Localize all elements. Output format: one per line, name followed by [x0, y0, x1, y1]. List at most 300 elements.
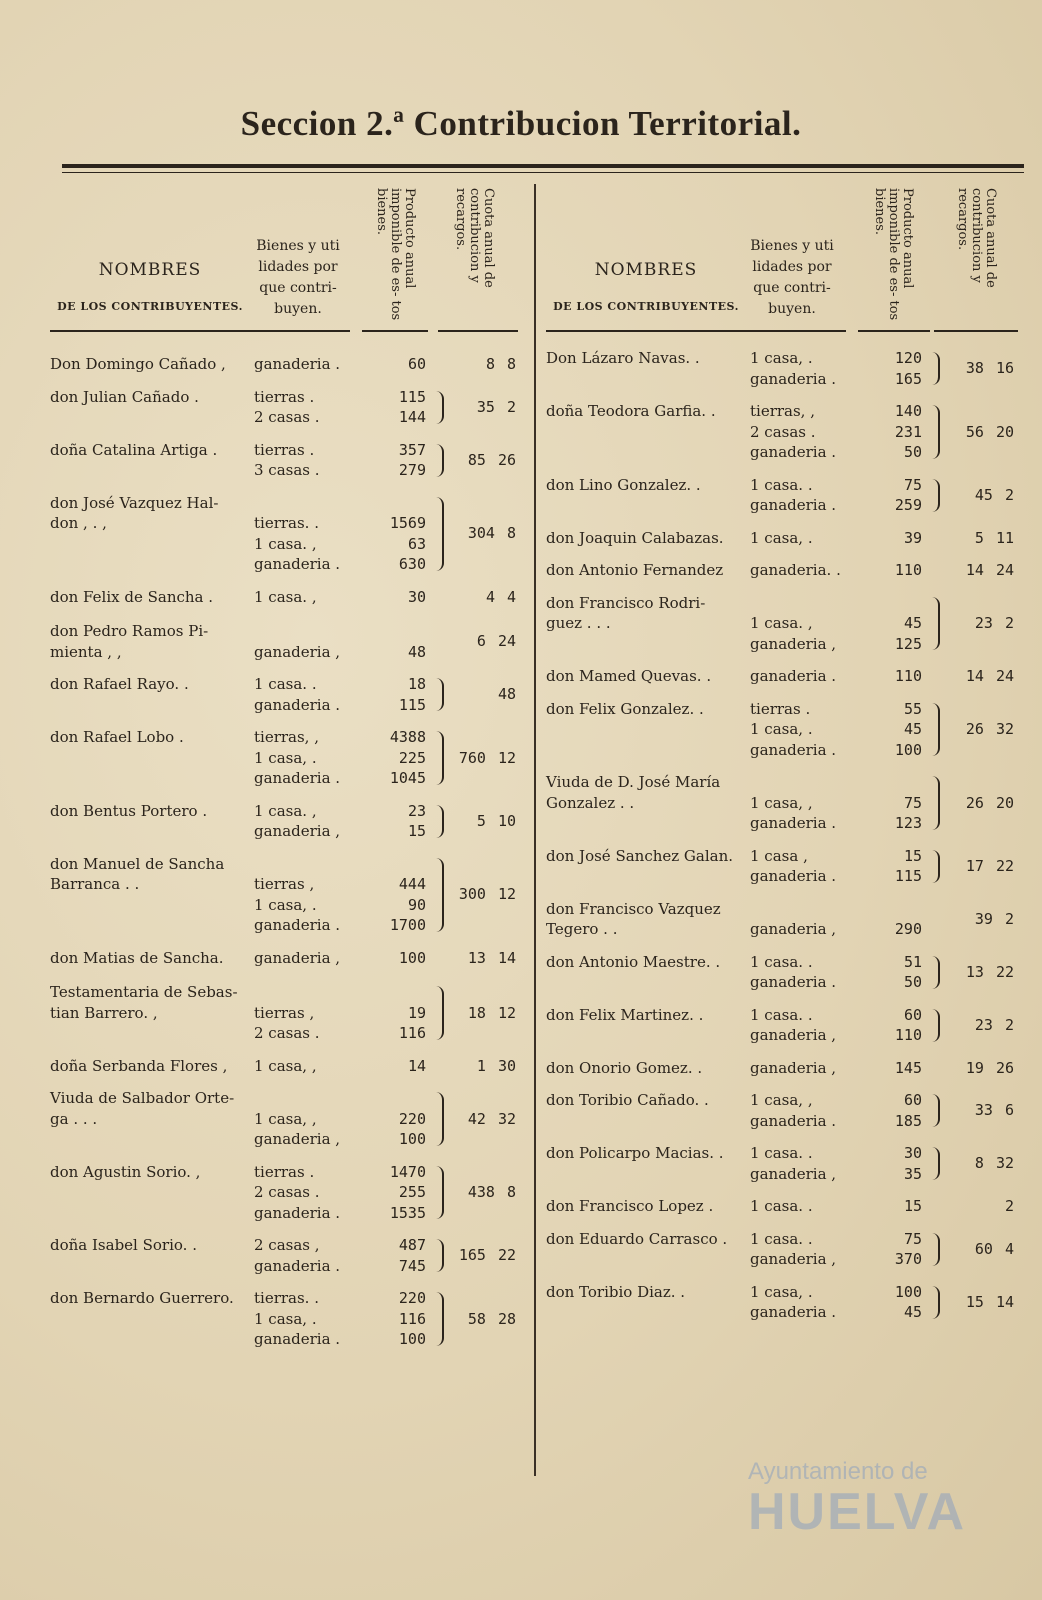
cuota-cell [444, 387, 522, 428]
contribuyente-name: don Julian Cañado . [50, 387, 199, 406]
producto-cell [360, 1088, 430, 1150]
contribuyente-name: don Francisco Vazquez Tegero . . [546, 899, 721, 938]
bienes-cell [250, 493, 360, 575]
grouping-brace [926, 1147, 940, 1180]
table-row [50, 587, 522, 608]
left-table-header [50, 182, 522, 334]
contribuyente-name: don Rafael Rayo. . [50, 675, 189, 693]
grouping-brace [430, 986, 444, 1040]
title-rule-thick [62, 164, 1024, 168]
bienes-cell [746, 899, 856, 940]
cuota-value: 26 [965, 793, 984, 812]
contribuyente-name: don Pedro Ramos Pi- mienta , , [50, 622, 209, 661]
producto-cell [856, 528, 926, 549]
cuota-value: 165 [458, 1246, 486, 1265]
cuota-value: 4 [506, 587, 516, 606]
cuota-value: 2 [506, 397, 516, 416]
producto-cell [360, 1235, 430, 1276]
producto-cell [856, 401, 926, 463]
producto-cell [856, 846, 926, 887]
producto-value: 100 [398, 948, 426, 967]
table-row [546, 401, 1020, 463]
contribuyente-name: doña Serbanda Flores , [50, 1056, 228, 1075]
bienes-line: ganaderia , [750, 1250, 837, 1268]
contribuyente-name: doña Catalina Artiga . [50, 440, 218, 459]
cuota-value: 18 [467, 1003, 486, 1022]
cuota-cell [444, 1288, 522, 1350]
brace-spacer [926, 899, 938, 940]
bienes-line: tierras, , [750, 402, 815, 420]
producto-value: 18 [407, 675, 426, 693]
cuota-value: 11 [995, 528, 1014, 547]
table-row [546, 560, 1020, 581]
grouping-brace [926, 956, 940, 989]
producto-value: 145 [894, 1058, 922, 1077]
column-divider [534, 184, 536, 1476]
producto-value: 39 [903, 528, 922, 547]
bienes-line [254, 982, 360, 1003]
cuota-cell [940, 699, 1020, 761]
bienes-cell [746, 846, 856, 887]
bienes-line: ganaderia . [750, 369, 837, 388]
cuota-cell [442, 948, 522, 969]
cuota-cell [444, 674, 522, 715]
cuota-value: 15 [965, 1292, 984, 1311]
bienes-cell [250, 674, 360, 715]
header-contribuyentes: DE LOS CONTRIBUYENTES. [57, 300, 243, 313]
header-producto: Producto anual imponible de es- tos bienes. [374, 188, 417, 321]
contribuyente-name: don Mamed Quevas. . [546, 667, 712, 685]
producto-value: 45 [903, 1303, 922, 1321]
bienes-cell [746, 772, 856, 834]
cuota-cell [940, 1005, 1020, 1046]
cuota-value: 2 [1004, 909, 1014, 928]
bienes-cell [746, 1090, 856, 1131]
grouping-brace [430, 858, 444, 932]
producto-cell [360, 387, 430, 428]
bienes-line: tierras . [254, 1162, 315, 1181]
cuota-value: 5 [974, 528, 984, 547]
table-row [50, 674, 522, 715]
bienes-line: ganaderia . [750, 496, 837, 514]
brace-spacer [926, 666, 938, 687]
bienes-cell [250, 801, 360, 842]
producto-value: 100 [398, 1330, 426, 1348]
cuota-cell [444, 854, 522, 936]
watermark-line1: Ayuntamiento de [748, 1458, 928, 1485]
producto-value: 120 [894, 349, 922, 367]
producto-value [360, 621, 426, 642]
producto-value: 255 [398, 1183, 426, 1201]
cuota-cell [444, 1235, 522, 1276]
contribuyente-name: don Felix Martinez. . [546, 1005, 704, 1024]
cuota-value: 14 [497, 948, 516, 967]
cuota-value: 22 [497, 1246, 516, 1265]
cuota-cell [938, 560, 1020, 581]
bienes-cell [746, 952, 856, 993]
cuota-value: 14 [995, 1292, 1014, 1311]
producto-value [856, 772, 922, 793]
cuota-value: 304 [467, 524, 495, 543]
producto-value [360, 1088, 426, 1109]
producto-cell [856, 1196, 926, 1217]
table-row [546, 1196, 1020, 1217]
bienes-line: ganaderia , [750, 1164, 837, 1183]
cuota-value: 760 [458, 748, 486, 767]
contribuyente-name: don José Vazquez Hal- don , . , [50, 493, 219, 532]
bienes-line: ganaderia . [750, 740, 837, 759]
bienes-cell [746, 348, 856, 389]
bienes-line: 1 casa. , [254, 587, 317, 606]
table-row [50, 982, 522, 1044]
bienes-line: 1 casa. . [750, 475, 813, 494]
bienes-line: ganaderia . [750, 1303, 837, 1321]
bienes-line: ganaderia . [254, 769, 341, 787]
cuota-value: 14 [965, 561, 984, 579]
producto-value: 15 [903, 1197, 922, 1215]
cuota-value: 6 [476, 632, 486, 651]
producto-value: 45 [903, 720, 922, 738]
contribuyente-name: don Matias de Sancha. [50, 948, 224, 967]
bienes-line: ganaderia . [750, 443, 837, 461]
contribuyente-name: don Antonio Maestre. . [546, 952, 721, 971]
grouping-brace [926, 1094, 940, 1127]
contribuyente-name: don Onorio Gomez. . [546, 1058, 703, 1077]
bienes-cell [250, 354, 360, 375]
cuota-value: 20 [995, 793, 1014, 812]
left-rows [50, 334, 522, 1350]
bienes-line: 1 casa, . [254, 748, 317, 767]
brace-spacer [926, 528, 938, 549]
producto-cell [856, 560, 926, 581]
grouping-brace [926, 850, 940, 883]
producto-cell [856, 1058, 926, 1079]
producto-value: 745 [398, 1256, 426, 1275]
table-row [546, 528, 1020, 549]
grouping-brace [430, 1239, 444, 1272]
cuota-cell [940, 846, 1020, 887]
cuota-value: 32 [995, 1154, 1014, 1173]
producto-value: 30 [407, 587, 426, 606]
contribuyente-name: don Toribio Cañado. . [546, 1091, 709, 1109]
producto-value: 185 [894, 1111, 922, 1130]
grouping-brace [926, 479, 940, 512]
cuota-value: 22 [995, 856, 1014, 875]
contribuyente-name: don Bentus Portero . [50, 801, 208, 820]
bienes-line: ganaderia , [750, 1026, 837, 1044]
cuota-value: 8 [506, 524, 516, 543]
grouping-brace [430, 731, 444, 785]
producto-value: 55 [903, 699, 922, 718]
cuota-cell [940, 348, 1020, 389]
bienes-line: 3 casas . [254, 461, 320, 479]
grouping-brace [926, 776, 940, 830]
producto-value [856, 593, 922, 614]
header-bienes: Bienes y uti lidades por que contri- buyen. [256, 238, 340, 317]
grouping-brace [430, 391, 444, 424]
bienes-line: 1 casa, . [254, 895, 317, 914]
contribuyente-name: don Francisco Rodri- guez . . . [546, 593, 706, 632]
header-nombres: NOMBRES [594, 260, 698, 280]
contribuyente-name: don Policarpo Macias. . [546, 1144, 724, 1162]
cuota-value: 26 [995, 1058, 1014, 1077]
bienes-cell [250, 948, 360, 969]
contribuyente-name: Testamentaria de Sebas- tian Barrero. , [50, 983, 238, 1022]
cuota-value: 45 [974, 485, 993, 504]
producto-cell [856, 952, 926, 993]
bienes-line: ganaderia , [254, 1130, 341, 1148]
producto-value: 15 [903, 846, 922, 865]
right-column [546, 182, 1020, 1323]
bienes-cell [250, 440, 360, 481]
cuota-cell [938, 899, 1020, 940]
cuota-cell [442, 1056, 522, 1077]
table-row [50, 440, 522, 481]
cuota-value: 8 [485, 355, 495, 373]
producto-value: 1700 [389, 916, 426, 934]
grouping-brace [926, 352, 940, 385]
brace-spacer [430, 587, 442, 608]
producto-cell [360, 854, 430, 936]
bienes-line: ganaderia . [750, 867, 837, 885]
contribuyente-name: don José Sanchez Galan. [546, 846, 734, 865]
bienes-line: tierras . [254, 387, 315, 406]
producto-value: 357 [398, 440, 426, 459]
cuota-cell [444, 801, 522, 842]
producto-cell [360, 727, 430, 789]
bienes-line: 1 casa. , [254, 801, 317, 820]
bienes-line [254, 1088, 360, 1109]
cuota-cell [940, 593, 1020, 655]
bienes-line: 2 casas . [254, 1024, 320, 1042]
cuota-value: 2 [1004, 1015, 1014, 1034]
producto-value: 279 [398, 461, 426, 479]
cuota-value: 300 [458, 885, 486, 904]
table-row [546, 899, 1020, 940]
bienes-line: 1 casa, . [750, 528, 813, 547]
cuota-value: 24 [995, 667, 1014, 685]
bienes-line [750, 899, 856, 920]
grouping-brace [430, 444, 444, 477]
producto-cell [856, 1143, 926, 1184]
cuota-value: 20 [995, 422, 1014, 441]
bienes-line: ganaderia , [254, 948, 341, 967]
cuota-value: 2 [1004, 485, 1014, 504]
cuota-value: 23 [974, 1015, 993, 1034]
brace-spacer [926, 1196, 938, 1217]
producto-value: 115 [894, 867, 922, 885]
producto-cell [360, 354, 430, 375]
contribuyente-name: don Eduardo Carrasco . [546, 1229, 728, 1248]
table-row [546, 1090, 1020, 1131]
title-rule-thin [62, 172, 1024, 173]
producto-value: 50 [903, 443, 922, 461]
grouping-brace [430, 678, 444, 711]
table-row [546, 1143, 1020, 1184]
cuota-value: 42 [467, 1109, 486, 1128]
producto-value: 100 [894, 1282, 922, 1301]
cuota-cell [940, 1282, 1020, 1323]
producto-value: 35 [903, 1164, 922, 1183]
producto-cell [856, 1090, 926, 1131]
producto-value: 123 [894, 814, 922, 832]
cuota-cell [940, 1229, 1020, 1270]
table-row [50, 727, 522, 789]
producto-value: 23 [407, 801, 426, 820]
producto-value: 115 [398, 695, 426, 714]
cuota-cell [938, 1196, 1020, 1217]
bienes-line: 1 casa, . [750, 349, 813, 367]
producto-cell [360, 948, 430, 969]
grouping-brace [430, 1166, 444, 1220]
cuota-cell [444, 493, 522, 575]
table-row [546, 1005, 1020, 1046]
bienes-line: 1 casa, . [750, 1282, 813, 1301]
watermark-line2: HUELVA [748, 1483, 967, 1541]
bienes-line: 1 casa. , [750, 614, 813, 632]
cuota-cell [940, 475, 1020, 516]
cuota-value: 8 [974, 1154, 984, 1173]
producto-cell [360, 1288, 430, 1350]
cuota-value: 32 [995, 720, 1014, 738]
producto-value: 100 [398, 1130, 426, 1148]
cuota-value: 6 [1004, 1101, 1014, 1120]
producto-value [856, 899, 922, 920]
grouping-brace [926, 1286, 940, 1319]
producto-cell [360, 674, 430, 715]
cuota-cell [938, 666, 1020, 687]
cuota-value: 60 [974, 1239, 993, 1258]
bienes-line: 1 casa, , [254, 1056, 317, 1075]
cuota-cell [940, 952, 1020, 993]
header-producto: Producto anual imponible de es- tos bienes. [872, 188, 915, 321]
bienes-line: ganaderia , [750, 1058, 837, 1077]
producto-value: 1470 [389, 1162, 426, 1181]
cuota-value: 17 [965, 856, 984, 875]
table-row [546, 699, 1020, 761]
bienes-line: tierras , [254, 1003, 315, 1022]
producto-value: 110 [894, 667, 922, 685]
header-cuota: Cuota anual de contribucion y recargos. [955, 188, 998, 288]
contribuyente-name: don Francisco Lopez . [546, 1197, 714, 1215]
bienes-line: 2 casas . [750, 422, 816, 441]
cuota-value: 26 [965, 720, 984, 738]
bienes-cell [746, 560, 856, 581]
bienes-line [750, 772, 856, 793]
cuota-value: 16 [995, 359, 1014, 378]
brace-spacer [430, 621, 442, 662]
cuota-value: 48 [497, 685, 516, 704]
cuota-cell [940, 1090, 1020, 1131]
cuota-cell [938, 1058, 1020, 1079]
table-row [546, 348, 1020, 389]
producto-value: 125 [894, 634, 922, 653]
producto-cell [856, 1282, 926, 1323]
contribuyente-name: don Bernardo Guerrero. [50, 1289, 234, 1307]
bienes-line: ganaderia , [254, 642, 341, 661]
cuota-value: 2 [1004, 614, 1014, 632]
producto-value: 444 [398, 875, 426, 893]
contribuyente-name: don Rafael Lobo . [50, 728, 184, 746]
cuota-cell [938, 528, 1020, 549]
producto-value: 259 [894, 496, 922, 514]
bienes-line: tierras. . [254, 514, 319, 532]
bienes-cell [250, 387, 360, 428]
grouping-brace [430, 1092, 444, 1146]
header-contribuyentes: DE LOS CONTRIBUYENTES. [553, 300, 739, 313]
cuota-value: 12 [497, 1003, 516, 1022]
bienes-line: 1 casa , [750, 846, 808, 865]
bienes-line [750, 593, 856, 614]
producto-cell [360, 801, 430, 842]
cuota-cell [444, 440, 522, 481]
grouping-brace [926, 405, 940, 459]
bienes-cell [746, 401, 856, 463]
producto-value: 75 [903, 793, 922, 812]
producto-value: 60 [407, 355, 426, 373]
cuota-value: 23 [974, 614, 993, 632]
cuota-value: 24 [995, 561, 1014, 579]
cuota-cell [940, 401, 1020, 463]
contribuyente-name: Don Domingo Cañado , [50, 355, 226, 373]
bienes-line: 1 casa. . [750, 1229, 813, 1248]
producto-value: 116 [398, 1024, 426, 1042]
producto-value: 4388 [389, 728, 426, 746]
bienes-line: ganaderia . [750, 667, 837, 685]
producto-value: 231 [894, 422, 922, 441]
page-title: Seccion 2.ª Contribucion Territorial. [240, 104, 802, 143]
bienes-cell [746, 528, 856, 549]
producto-cell [856, 1005, 926, 1046]
producto-value: 115 [398, 387, 426, 406]
contribuyente-name: don Felix de Sancha . [50, 587, 214, 606]
producto-cell [360, 982, 430, 1044]
cuota-cell [444, 727, 522, 789]
cuota-value: 4 [485, 587, 495, 606]
table-row [50, 801, 522, 842]
bienes-cell [746, 593, 856, 655]
cuota-value: 58 [467, 1309, 486, 1328]
table-row [50, 1088, 522, 1150]
producto-value: 75 [903, 475, 922, 494]
cuota-value: 28 [497, 1309, 516, 1328]
producto-value: 63 [407, 534, 426, 553]
producto-value: 116 [398, 1309, 426, 1328]
bienes-cell [250, 1235, 360, 1276]
bienes-line: tierras , [254, 875, 315, 893]
bienes-line: 1 casa. . [750, 1144, 813, 1162]
cuota-cell [442, 354, 522, 375]
producto-cell [360, 440, 430, 481]
contribuyente-name: don Toribio Diaz. . [546, 1282, 686, 1301]
producto-value: 140 [894, 402, 922, 420]
producto-value: 487 [398, 1236, 426, 1254]
bienes-line: ganaderia , [750, 634, 837, 653]
producto-value: 220 [398, 1289, 426, 1307]
grouping-brace [926, 703, 940, 757]
grouping-brace [430, 1292, 444, 1346]
cuota-cell [442, 587, 522, 608]
bienes-line: 1 casa, , [750, 1091, 813, 1109]
bienes-cell [746, 666, 856, 687]
bienes-cell [250, 587, 360, 608]
bienes-line: 1 casa. . [750, 1197, 813, 1215]
bienes-line: ganaderia. . [750, 561, 841, 579]
bienes-line: ganaderia . [254, 916, 341, 934]
bienes-cell [250, 1088, 360, 1150]
cuota-value: 22 [995, 962, 1014, 981]
table-row [546, 1229, 1020, 1270]
